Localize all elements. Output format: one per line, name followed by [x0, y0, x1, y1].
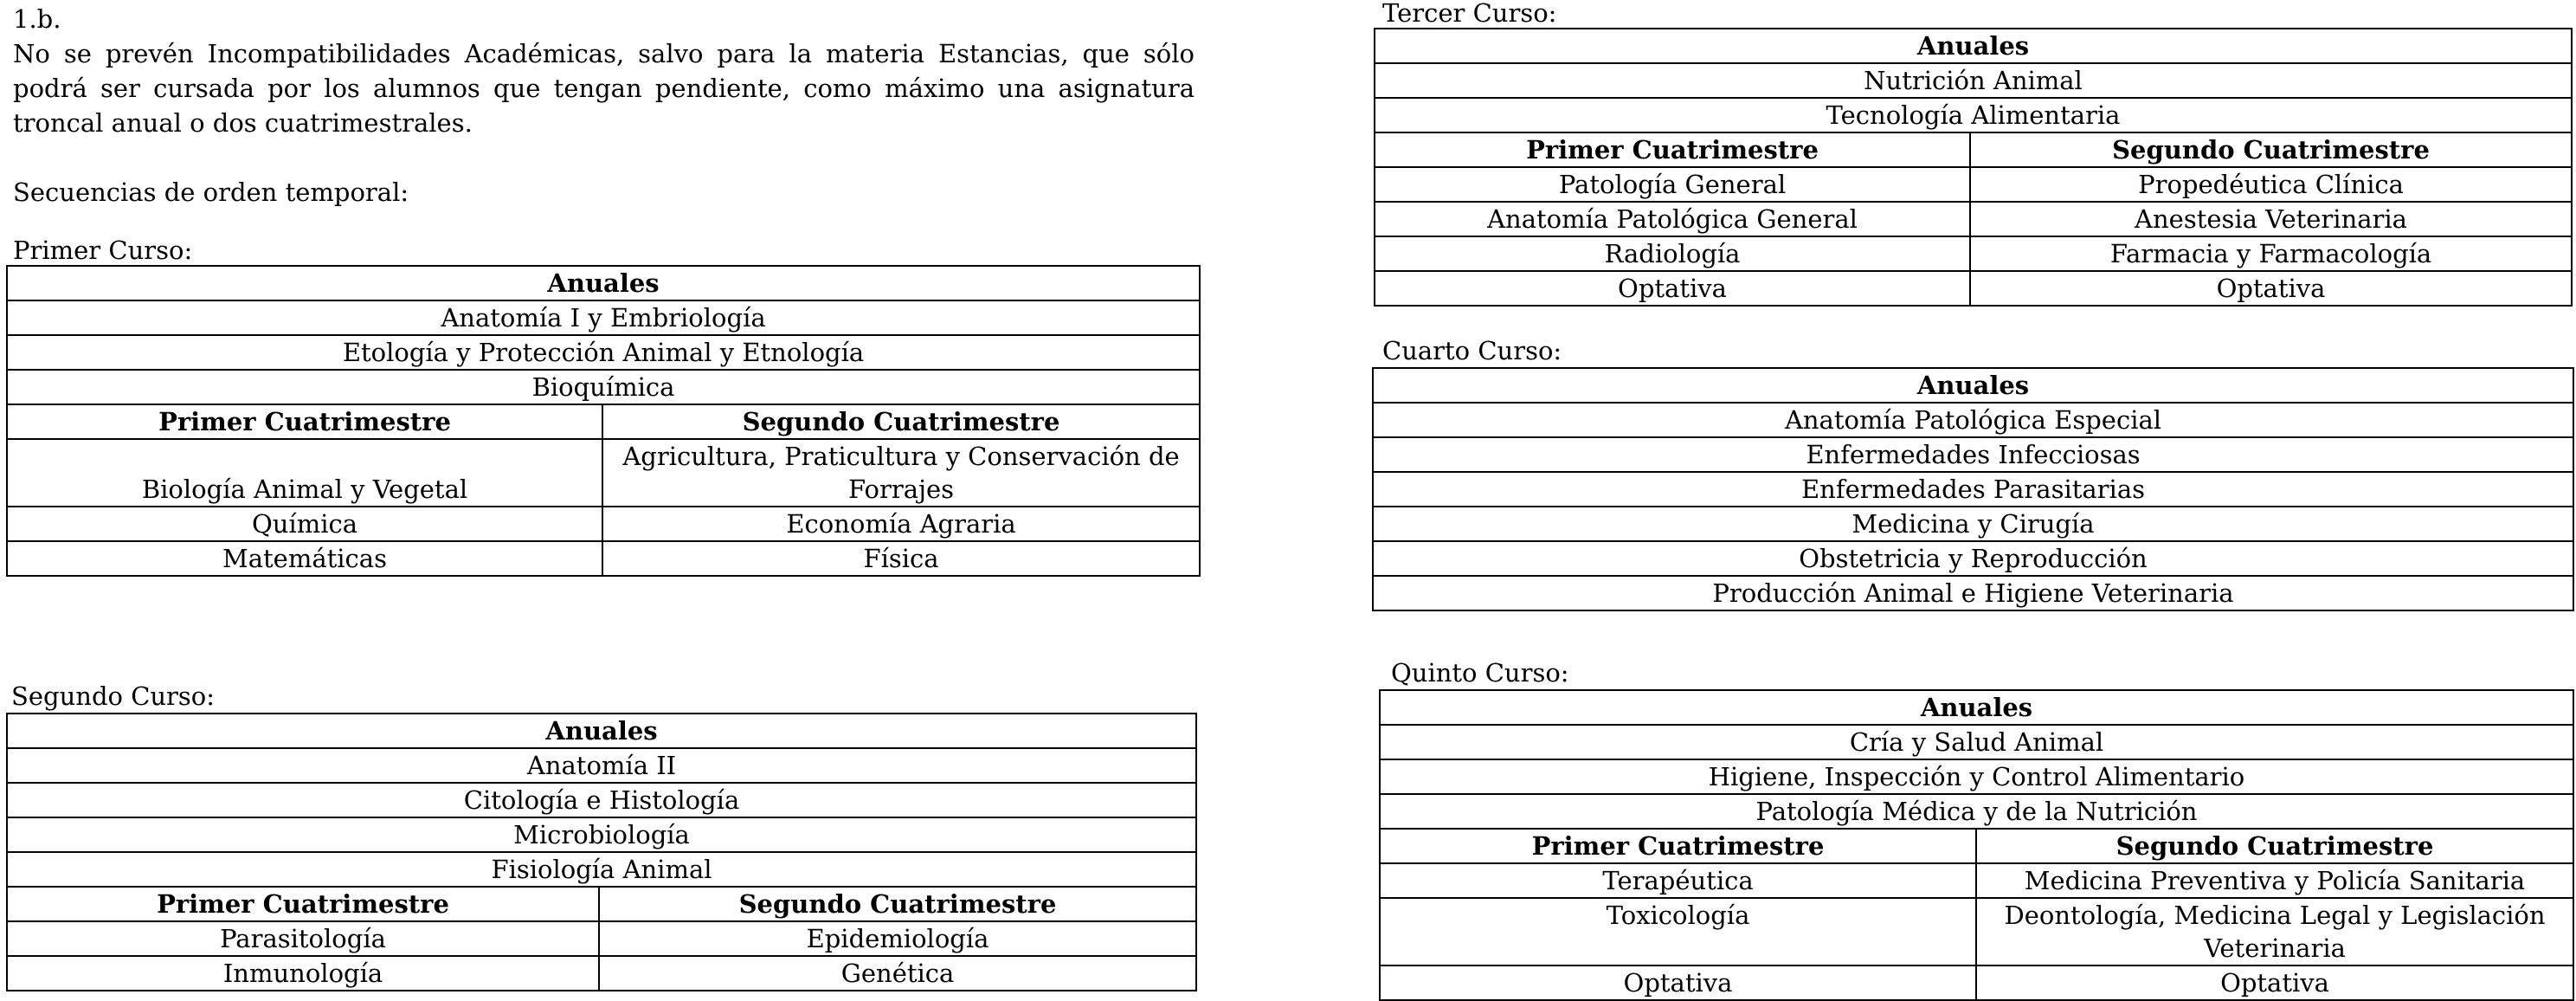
- segundo-cuatrimestre-subject: Física: [602, 541, 1200, 576]
- segundo-curso-table: [6, 713, 1197, 991]
- anual-subject: Fisiología Animal: [7, 852, 1196, 887]
- anual-subject: Enfermedades Parasitarias: [1373, 472, 2573, 507]
- primer-cuatrimestre-header: Primer Cuatrimestre: [7, 887, 599, 921]
- anual-subject: Patología Médica y de la Nutrición: [1380, 794, 2573, 829]
- quinto-curso-table: [1379, 689, 2574, 1001]
- intro-paragraph: No se prevén Incompatibilidades Académicas, salvo para la materia Estancias, que sólo podrá ser cursada por los alumnos que tengan pendiente, como máximo una asignatura troncal anual o dos cuatrimestrales.: [13, 39, 1195, 138]
- segundo-cuatrimestre-subject: Deontología, Medicina Legal y Legislación Veterinaria: [1976, 898, 2573, 965]
- anual-subject: Anatomía I y Embriología: [7, 300, 1200, 335]
- segundo-cuatrimestre-subject: Farmacia y Farmacología: [1970, 236, 2572, 271]
- cuarto-curso-table: [1372, 367, 2574, 611]
- primer-cuatrimestre-subject: Toxicología: [1380, 898, 1976, 965]
- anual-subject: Microbiología: [7, 817, 1196, 852]
- primer-cuatrimestre-subject: Biología Animal y Vegetal: [7, 439, 602, 507]
- anual-subject: Obstetricia y Reproducción: [1373, 541, 2573, 576]
- segundo-cuatrimestre-header: Segundo Cuatrimestre: [599, 887, 1196, 921]
- anual-subject: Producción Animal e Higiene Veterinaria: [1373, 576, 2573, 610]
- anual-subject: Higiene, Inspección y Control Alimentario: [1380, 759, 2573, 794]
- segundo-cuatrimestre-subject: Genética: [599, 956, 1196, 991]
- primer-cuatrimestre-subject: Matemáticas: [7, 541, 602, 576]
- anuales-header: Anuales: [1373, 368, 2573, 403]
- intro-block: [13, 2, 1195, 210]
- segundo-cuatrimestre-header: Segundo Cuatrimestre: [602, 404, 1200, 439]
- primer-cuatrimestre-subject: Patología General: [1375, 167, 1970, 202]
- primer-cuatrimestre-subject: Radiología: [1375, 236, 1970, 271]
- segundo-cuatrimestre-subject: Agricultura, Praticultura y Conservación de Forrajes: [602, 439, 1200, 507]
- primer-cuatrimestre-subject: Optativa: [1375, 271, 1970, 306]
- spacer: [13, 140, 1195, 175]
- primer-cuatrimestre-header: Primer Cuatrimestre: [1380, 829, 1976, 863]
- segundo-cuatrimestre-subject: Propedéutica Clínica: [1970, 167, 2572, 202]
- segundo-cuatrimestre-header: Segundo Cuatrimestre: [1976, 829, 2573, 863]
- anual-subject: Anatomía II: [7, 748, 1196, 783]
- primer-curso-title: Primer Curso:: [13, 236, 193, 265]
- segundo-cuatrimestre-subject: Optativa: [1976, 965, 2573, 1000]
- cuarto-curso-title: Cuarto Curso:: [1382, 336, 1562, 365]
- sequences-heading: Secuencias de orden temporal:: [13, 178, 409, 207]
- tercer-curso-table: [1374, 28, 2573, 307]
- primer-cuatrimestre-subject: Inmunología: [7, 956, 599, 991]
- anuales-header: Anuales: [1380, 690, 2573, 725]
- quinto-curso-title: Quinto Curso:: [1391, 658, 1569, 688]
- segundo-cuatrimestre-subject: Medicina Preventiva y Policía Sanitaria: [1976, 863, 2573, 898]
- anuales-header: Anuales: [7, 714, 1196, 748]
- anual-subject: Citología e Histología: [7, 783, 1196, 817]
- segundo-cuatrimestre-subject: Optativa: [1970, 271, 2572, 306]
- anual-subject: Tecnología Alimentaria: [1375, 98, 2572, 132]
- anual-subject: Enfermedades Infecciosas: [1373, 437, 2573, 472]
- segundo-cuatrimestre-subject: Anestesia Veterinaria: [1970, 202, 2572, 236]
- anual-subject: Nutrición Animal: [1375, 63, 2572, 98]
- primer-cuatrimestre-subject: Química: [7, 507, 602, 541]
- primer-cuatrimestre-header: Primer Cuatrimestre: [7, 404, 602, 439]
- anual-subject: Etología y Protección Animal y Etnología: [7, 335, 1200, 370]
- tercer-curso-title: Tercer Curso:: [1382, 0, 1557, 28]
- segundo-curso-title: Segundo Curso:: [11, 681, 216, 711]
- primer-cuatrimestre-header: Primer Cuatrimestre: [1375, 132, 1970, 167]
- anual-subject: Cría y Salud Animal: [1380, 725, 2573, 759]
- primer-cuatrimestre-subject: Anatomía Patológica General: [1375, 202, 1970, 236]
- anuales-header: Anuales: [7, 266, 1200, 300]
- segundo-cuatrimestre-header: Segundo Cuatrimestre: [1970, 132, 2572, 167]
- primer-cuatrimestre-subject: Optativa: [1380, 965, 1976, 1000]
- anual-subject: Anatomía Patológica Especial: [1373, 403, 2573, 437]
- anuales-header: Anuales: [1375, 29, 2572, 63]
- segundo-cuatrimestre-subject: Economía Agraria: [602, 507, 1200, 541]
- segundo-cuatrimestre-subject: Epidemiología: [599, 921, 1196, 956]
- anual-subject: Medicina y Cirugía: [1373, 507, 2573, 541]
- section-number: 1.b.: [13, 4, 61, 34]
- primer-cuatrimestre-subject: Terapéutica: [1380, 863, 1976, 898]
- anual-subject: Bioquímica: [7, 370, 1200, 404]
- primer-curso-table: [6, 265, 1201, 577]
- primer-cuatrimestre-subject: Parasitología: [7, 921, 599, 956]
